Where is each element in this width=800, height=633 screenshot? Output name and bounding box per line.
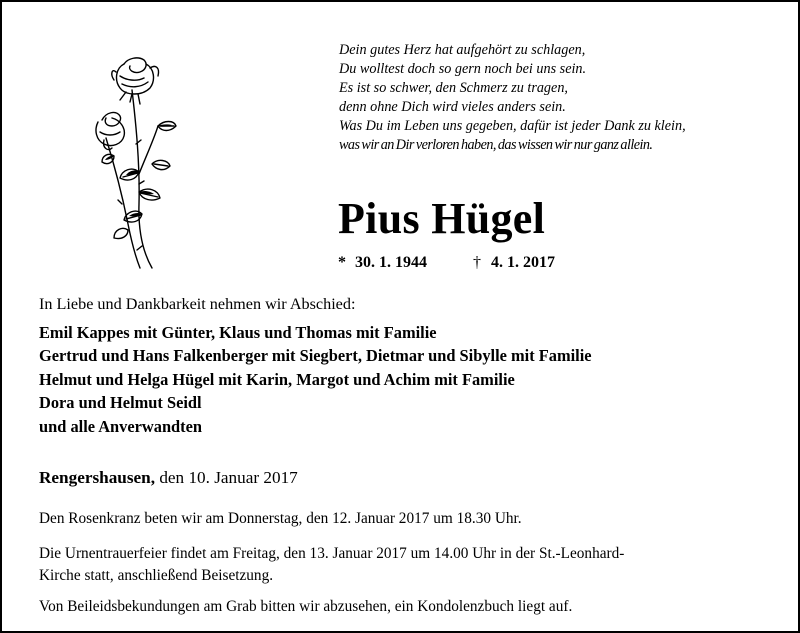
urn-ceremony-notice	[39, 543, 779, 587]
poem-line: denn ohne Dich wird vieles anders sein.	[339, 99, 566, 115]
rosary-notice: Den Rosenkranz beten wir am Donnerstag, den 12. Januar 2017 um 18.30 Uhr.	[39, 510, 522, 527]
death-date: 4. 1. 2017	[491, 254, 555, 271]
life-dates	[338, 253, 555, 273]
place-and-date	[39, 466, 298, 490]
condolence-notice: Von Beileidsbekundungen am Grab bitten wir abzusehen, ein Kondolenzbuch liegt auf.	[39, 598, 573, 615]
urn-notice-line: Die Urnentrauerfeier findet am Freitag, den 13. Januar 2017 um 14.00 Uhr in der St.-Leonhard-	[39, 545, 625, 562]
birth-symbol: *	[338, 254, 346, 271]
poem-line: Was Du im Leben uns gegeben, dafür ist jeder Dank zu klein,	[339, 118, 686, 134]
poem-line: was wir an Dir verloren haben, das wissen wir nur ganz allein.	[339, 137, 653, 153]
rose-icon	[92, 54, 197, 270]
farewell-intro: In Liebe und Dankbarkeit nehmen wir Abschied:	[39, 295, 356, 313]
deceased-name: Pius Hügel	[338, 194, 546, 243]
mourner-line: Helmut und Helga Hügel mit Karin, Margot und Achim mit Familie	[39, 369, 515, 389]
birth-date: 30. 1. 1944	[355, 254, 427, 271]
urn-notice-line: Kirche statt, anschließend Beisetzung.	[39, 567, 274, 584]
poem-verse	[339, 41, 779, 155]
mourner-line: Emil Kappes mit Günter, Klaus und Thomas mit Familie	[39, 323, 437, 342]
poem-line: Es ist so schwer, den Schmerz zu tragen,	[339, 80, 568, 96]
notice-date: den 10. Januar 2017	[159, 468, 298, 487]
death-symbol: †	[473, 254, 481, 271]
poem-line: Du wolltest doch so gern noch bei uns sein.	[339, 61, 587, 77]
mourner-line: Dora und Helmut Seidl	[39, 393, 202, 413]
mourner-line: Gertrud und Hans Falkenberger mit Siegbert, Dietmar und Sibylle mit Familie	[39, 346, 592, 366]
mourner-line: und alle Anverwandten	[39, 416, 203, 436]
mourners-list	[39, 321, 592, 438]
place-name: Rengershausen,	[39, 468, 156, 487]
poem-line: Dein gutes Herz hat aufgehört zu schlagen,	[339, 42, 586, 58]
